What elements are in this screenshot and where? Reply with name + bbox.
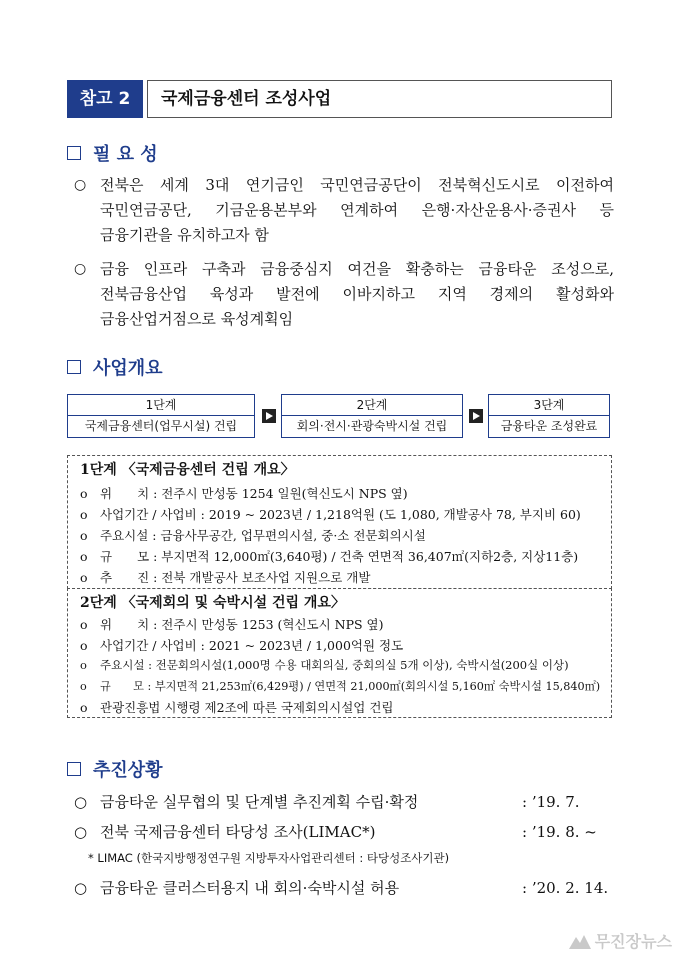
stage2-title: 2단계 〈국제회의 및 숙박시설 건립 개요〉 (80, 595, 345, 611)
need-bullet-1 (74, 173, 614, 248)
stage2-line (80, 615, 383, 633)
step-box-1 (67, 394, 255, 438)
stage1-line-text: 추 진 : 전북 개발공사 보조사업 지원으로 개발 (100, 570, 371, 585)
section-heading-need-text: 필 요 성 (93, 144, 158, 165)
step-desc: 금융타운 조성완료 (500, 419, 598, 433)
circle-bullet-icon: ○ (74, 261, 87, 277)
small-circle-bullet-icon: o (80, 617, 88, 632)
stage2-line-text: 주요시설 : 전문회의시설(1,000명 수용 대회의실, 중회의실 5개 이상), 숙박시설(200실 이상) (100, 658, 569, 672)
bullet-line: 금융기관을 유치하고자 함 (100, 226, 269, 244)
status-text: 금융타운 실무협의 및 단계별 추진계획 수립·확정 (100, 793, 419, 811)
square-bullet-icon (67, 762, 81, 776)
stage1-line-text: 주요시설 : 금융사무공간, 업무편의시설, 중·소 전문회의시설 (100, 528, 426, 543)
watermark (569, 929, 672, 952)
need-bullet-2 (74, 257, 614, 332)
arrow-right-icon (469, 409, 483, 423)
small-circle-bullet-icon: o (80, 700, 88, 715)
stage2-line (80, 636, 403, 654)
square-bullet-icon (67, 360, 81, 374)
footnote: * LIMAC (한국지방행정연구원 지방투자사업관리센터 : 타당성조사기관) (88, 851, 450, 865)
small-circle-bullet-icon: o (80, 486, 88, 501)
arrow-right-icon (262, 409, 276, 423)
bullet-line: 전북금융산업 육성과 발전에 이바지하고 지역 경제의 활성화와 (100, 285, 614, 303)
stage2-overview-box (67, 588, 612, 718)
small-circle-bullet-icon: o (80, 549, 88, 564)
watermark-text: 무진장뉴스 (594, 932, 672, 951)
circle-bullet-icon: ○ (74, 177, 87, 193)
stage1-line (80, 568, 370, 586)
section-heading-status-text: 추진상황 (93, 760, 163, 781)
stage1-line (80, 484, 408, 502)
status-text: 전북 국제금융센터 타당성 조사(LIMAC*) (100, 823, 376, 841)
circle-bullet-icon: ○ (74, 793, 88, 811)
stage1-overview-box (67, 455, 612, 589)
status-date: : ’20. 2. 14. (522, 879, 609, 897)
stage2-line-text: 사업기간 / 사업비 : 2021 ~ 2023년 / 1,000억원 정도 (100, 638, 404, 653)
section-heading-overview (67, 354, 163, 380)
small-circle-bullet-icon: o (80, 680, 87, 693)
small-circle-bullet-icon: o (80, 507, 88, 522)
small-circle-bullet-icon: o (80, 638, 88, 653)
reference-badge: 참고 2 (67, 80, 143, 118)
stage2-line-text: 규 모 : 부지면적 21,253㎡(6,429평) / 연면적 21,000㎡(회의시설 5,160㎡ 숙박시설 15,840㎡) (100, 680, 601, 693)
step-box-2 (281, 394, 463, 438)
step-label: 2단계 (282, 395, 462, 416)
reference-header (67, 80, 612, 118)
stage1-line (80, 547, 578, 565)
stage2-line-text: 관광진흥법 시행령 제2조에 따른 국제회의시설업 건립 (100, 700, 394, 715)
stage1-line-text: 사업기간 / 사업비 : 2019 ~ 2023년 / 1,218억원 (도 1,080, 개발공사 78, 부지비 60) (100, 507, 581, 522)
small-circle-bullet-icon: o (80, 570, 88, 585)
mountain-logo-icon (569, 933, 591, 949)
stage1-title: 1단계 〈국제금융센터 건립 개요〉 (80, 462, 295, 478)
step-box-3 (488, 394, 610, 438)
step-label: 3단계 (489, 395, 609, 416)
section-heading-overview-text: 사업개요 (93, 358, 163, 379)
status-date: : ’19. 7. (522, 793, 580, 811)
small-circle-bullet-icon: o (80, 528, 88, 543)
section-heading-need (67, 140, 158, 166)
stage2-line (80, 678, 600, 694)
stage1-line (80, 505, 581, 523)
square-bullet-icon (67, 146, 81, 160)
section-heading-status (67, 756, 163, 782)
step-label: 1단계 (68, 395, 254, 416)
stage2-line (80, 657, 569, 673)
stage1-line-text: 규 모 : 부지면적 12,000㎡(3,640평) / 건축 연면적 36,407㎡(지하2층, 지상11층) (100, 549, 579, 564)
bullet-line: 금융산업거점으로 육성계획임 (100, 310, 294, 328)
stage2-line-text: 위 치 : 전주시 만성동 1253 (혁신도시 NPS 옆) (100, 617, 384, 632)
stage1-line (80, 526, 426, 544)
bullet-line: 국민연금공단, 기금운용본부와 연계하여 은행·자산운용사·증권사 등 (100, 201, 614, 219)
status-date: : ’19. 8. ~ (522, 823, 597, 841)
bullet-line: 금융 인프라 구축과 금융중심지 여건을 확충하는 금융타운 조성으로, (100, 260, 614, 278)
stage1-line-text: 위 치 : 전주시 만성동 1254 일원(혁신도시 NPS 옆) (100, 486, 408, 501)
circle-bullet-icon: ○ (74, 879, 88, 897)
step-desc: 회의·전시·관광숙박시설 건립 (296, 419, 448, 433)
circle-bullet-icon: ○ (74, 823, 88, 841)
status-text: 금융타운 클러스터용지 내 회의·숙박시설 허용 (100, 879, 400, 897)
stage2-line (80, 698, 393, 716)
step-desc: 국제금융센터(업무시설) 건립 (84, 419, 238, 433)
reference-title: 국제금융센터 조성사업 (147, 80, 612, 118)
bullet-line: 전북은 세계 3대 연기금인 국민연금공단이 전북혁신도시로 이전하여 (100, 176, 614, 194)
small-circle-bullet-icon: o (80, 658, 87, 672)
